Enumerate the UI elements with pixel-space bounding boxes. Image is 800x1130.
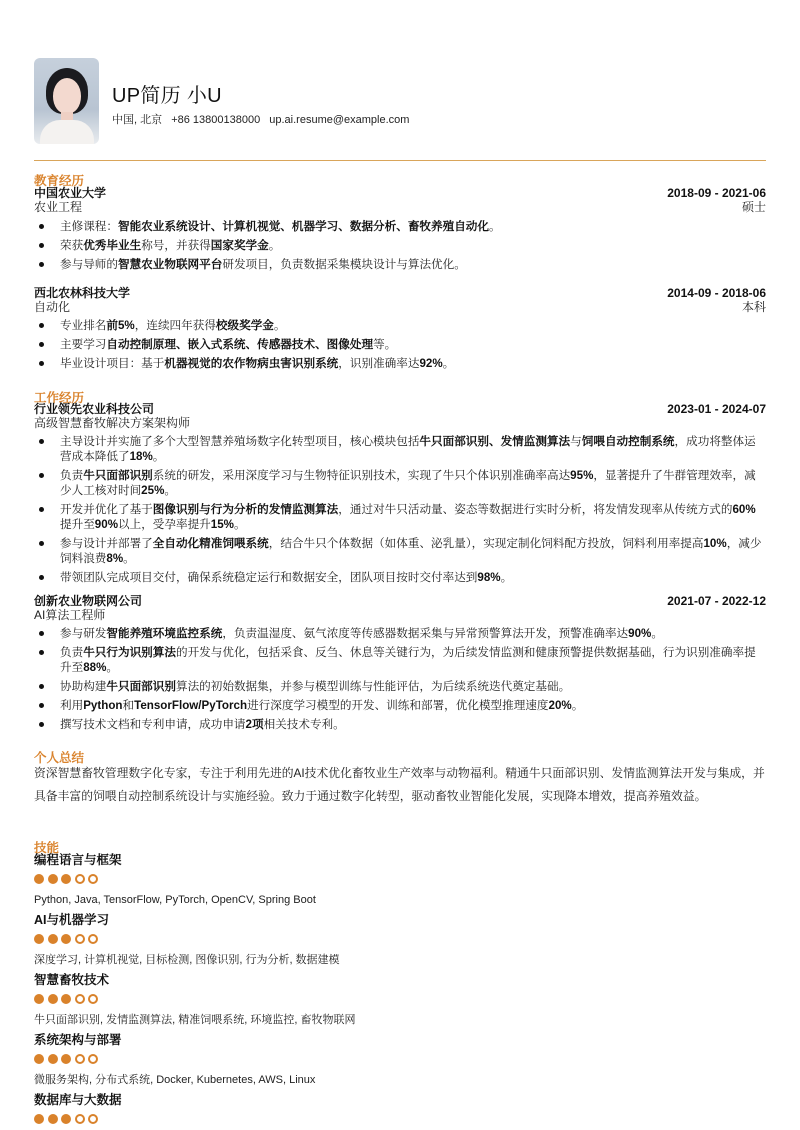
skill-tags: Python, Java, TensorFlow, PyTorch, OpenCV, Spring Boot <box>34 894 316 906</box>
bullet-item: 参与研发智能养殖环境监控系统，负责温湿度、氨气浓度等传感器数据采集与异常预警算法开发，预警准确率达90%。 <box>34 626 766 641</box>
rating-dot-filled-icon <box>34 934 44 944</box>
work-2-bullets <box>34 626 766 736</box>
rating-dot-filled-icon <box>61 1054 71 1064</box>
rating-dot-empty-icon <box>75 874 85 884</box>
rating-dot-filled-icon <box>34 994 44 1004</box>
job-title: AI算法工程师 <box>34 608 106 622</box>
bullet-item: 毕业设计项目：基于机器视觉的农作物病虫害识别系统，识别准确率达92%。 <box>34 356 766 371</box>
rating-dot-empty-icon <box>75 994 85 1004</box>
rating-dot-empty-icon <box>75 1054 85 1064</box>
bullet-item: 撰写技术文档和专利申请，成功申请2项相关技术专利。 <box>34 717 766 732</box>
location: 中国, 北京 <box>112 114 163 126</box>
skill-name: 数据库与大数据 <box>34 1093 122 1107</box>
education-entry-1 <box>34 186 766 214</box>
rating-dot-filled-icon <box>48 874 58 884</box>
section-title-skills: 技能 <box>34 841 60 855</box>
skill-rating <box>34 934 766 945</box>
skill-name: 编程语言与框架 <box>34 853 122 867</box>
education-1-bullets <box>34 219 766 276</box>
skill-rating <box>34 994 766 1005</box>
rating-dot-filled-icon <box>48 1114 58 1124</box>
rating-dot-empty-icon <box>88 994 98 1004</box>
work-dates: 2021-07 - 2022-12 <box>667 594 766 608</box>
rating-dot-empty-icon <box>75 1114 85 1124</box>
bullet-item: 参与设计并部署了全自动化精准饲喂系统，结合牛只个体数据（如体重、泌乳量），实现定制化饲料配方投放，饲料利用率提高10%，减少饲料浪费8%。 <box>34 536 766 566</box>
work-entry-1 <box>34 402 766 430</box>
education-entry-2 <box>34 286 766 314</box>
rating-dot-filled-icon <box>48 934 58 944</box>
major: 农业工程 <box>34 200 83 214</box>
rating-dot-empty-icon <box>88 1114 98 1124</box>
skill-item <box>34 1032 766 1087</box>
phone: +86 13800138000 <box>171 114 261 126</box>
education-dates: 2014-09 - 2018-06 <box>667 286 766 300</box>
skill-rating <box>34 874 766 885</box>
rating-dot-empty-icon <box>88 1054 98 1064</box>
rating-dot-filled-icon <box>34 1054 44 1064</box>
rating-dot-filled-icon <box>34 874 44 884</box>
rating-dot-filled-icon <box>48 1054 58 1064</box>
skill-item <box>34 972 766 1027</box>
work-dates: 2023-01 - 2024-07 <box>667 402 766 416</box>
section-title-education: 教育经历 <box>34 174 85 188</box>
resume-header <box>34 58 766 146</box>
skill-item <box>34 912 766 967</box>
header-divider <box>34 160 766 161</box>
bullet-item: 开发并优化了基于图像识别与行为分析的发情监测算法，通过对牛只活动量、姿态等数据进行实时分析，将发情发现率从传统方式的60%提升至90%以上，受孕率提升15%。 <box>34 502 766 532</box>
rating-dot-filled-icon <box>48 994 58 1004</box>
skill-item <box>34 1092 766 1125</box>
candidate-name: UP简历 小U <box>112 85 222 107</box>
school-name: 中国农业大学 <box>34 186 107 200</box>
work-1-bullets <box>34 434 766 589</box>
bullet-item: 利用Python和TensorFlow/PyTorch进行深度学习模型的开发、训练和部署，优化模型推理速度20%。 <box>34 698 766 713</box>
bullet-item: 主导设计并实施了多个大型智慧养殖场数字化转型项目，核心模块包括牛只面部识别、发情监测算法与饲喂自动控制系统，成功将整体运营成本降低了18%。 <box>34 434 766 464</box>
education-2-bullets <box>34 318 766 375</box>
bullet-item: 主修课程：智能农业系统设计、计算机视觉、机器学习、数据分析、畜牧养殖自动化。 <box>34 219 766 234</box>
school-name: 西北农林科技大学 <box>34 286 131 300</box>
skill-name: 系统架构与部署 <box>34 1033 122 1047</box>
skill-rating <box>34 1054 766 1065</box>
rating-dot-empty-icon <box>88 874 98 884</box>
bullet-item: 负责牛只面部识别系统的研发，采用深度学习与生物特征识别技术，实现了牛只个体识别准确率高达95%，显著提升了牛群管理效率，减少人工核对时间25%。 <box>34 468 766 498</box>
job-title: 高级智慧畜牧解决方案架构师 <box>34 416 191 430</box>
major: 自动化 <box>34 300 71 314</box>
rating-dot-filled-icon <box>61 934 71 944</box>
skill-tags: 牛只面部识别, 发情监测算法, 精准饲喂系统, 环境监控, 畜牧物联网 <box>34 1014 356 1026</box>
rating-dot-filled-icon <box>61 994 71 1004</box>
section-title-work: 工作经历 <box>34 391 85 405</box>
degree: 本科 <box>741 300 766 314</box>
bullet-item: 主要学习自动控制原理、嵌入式系统、传感器技术、图像处理等。 <box>34 337 766 352</box>
bullet-item: 专业排名前5%，连续四年获得校级奖学金。 <box>34 318 766 333</box>
company-name: 创新农业物联网公司 <box>34 594 143 608</box>
contact-line <box>112 111 415 127</box>
work-entry-2 <box>34 594 766 622</box>
skill-name: AI与机器学习 <box>34 913 110 927</box>
skill-tags: 深度学习, 计算机视觉, 目标检测, 图像识别, 行为分析, 数据建模 <box>34 954 340 966</box>
company-name: 行业领先农业科技公司 <box>34 402 155 416</box>
degree: 硕士 <box>741 200 766 214</box>
bullet-item: 协助构建牛只面部识别算法的初始数据集，并参与模型训练与性能评估，为后续系统迭代奠定基础。 <box>34 679 766 694</box>
rating-dot-empty-icon <box>75 934 85 944</box>
bullet-item: 荣获优秀毕业生称号，并获得国家奖学金。 <box>34 238 766 253</box>
bullet-item: 负责牛只行为识别算法的开发与优化，包括采食、反刍、休息等关键行为，为后续发情监测和健康预警提供数据基础，行为识别准确率提升至88%。 <box>34 645 766 675</box>
skill-name: 智慧畜牧技术 <box>34 973 110 987</box>
skill-tags: 微服务架构, 分布式系统, Docker, Kubernetes, AWS, Linux <box>34 1074 316 1086</box>
bullet-item: 带领团队完成项目交付，确保系统稳定运行和数据安全，团队项目按时交付率达到98%。 <box>34 570 766 585</box>
email[interactable]: up.ai.resume@example.com <box>269 114 410 126</box>
skill-item <box>34 852 766 907</box>
rating-dot-filled-icon <box>61 1114 71 1124</box>
education-dates: 2018-09 - 2021-06 <box>667 186 766 200</box>
bullet-item: 参与导师的智慧农业物联网平台研发项目，负责数据采集模块设计与算法优化。 <box>34 257 766 272</box>
skill-rating <box>34 1114 766 1125</box>
rating-dot-empty-icon <box>88 934 98 944</box>
rating-dot-filled-icon <box>61 874 71 884</box>
section-title-summary: 个人总结 <box>34 751 85 765</box>
summary-text: 资深智慧畜牧管理数字化专家，专注于利用先进的AI技术优化畜牧业生产效率与动物福利。精通牛只面部识别、发情监测算法开发与集成，并具备丰富的饲喂自动控制系统设计与实施经验。致力于通过数字化转型，驱动畜牧业智能化发展，实现降本增效，提高养殖效益。 <box>34 766 765 803</box>
rating-dot-filled-icon <box>34 1114 44 1124</box>
profile-photo-icon <box>34 58 99 144</box>
